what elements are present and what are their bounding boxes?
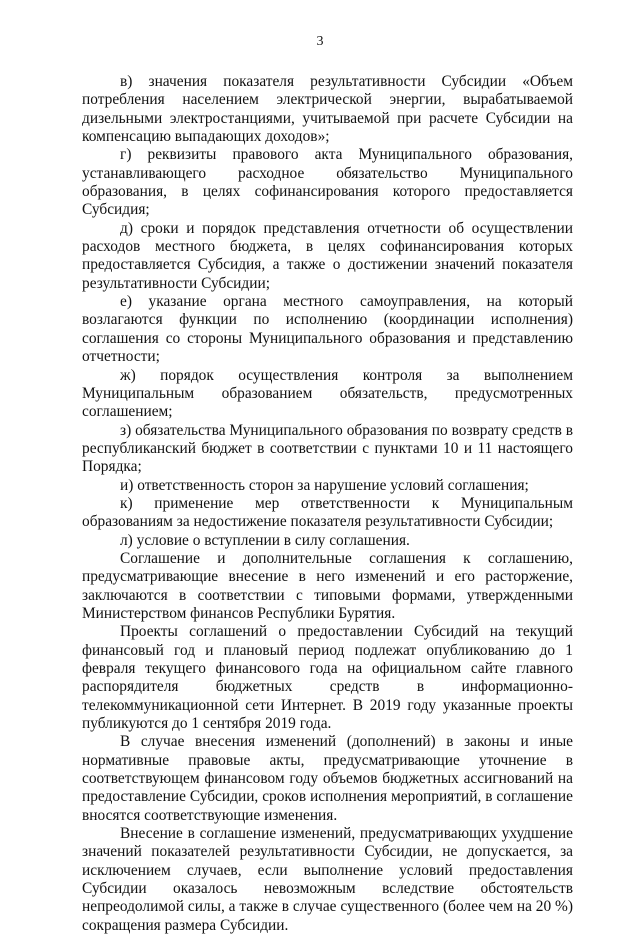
paragraph-draft-publication: Проекты соглашений о предоставлении Субсидий на текущий финансовый год и плановый период подлежат опубликованию до 1 февраля текущего финансового года на официальном сайте главного распорядителя бюджетных средств в информационно-телекоммуникационной сети Интернет. В 2019 году указанные проекты публикуются до 1 сентября 2019 года.	[82, 623, 573, 733]
paragraph-zh: ж) порядок осуществления контроля за выполнением Муниципальным образованием обязательств, предусмотренных соглашением;	[82, 366, 573, 421]
paragraph-worsening-indicators: Внесение в соглашение изменений, предусматривающих ухудшение значений показателей результативности Субсидии, не допускается, за исключением случаев, если выполнение условий предоставления Субсидии оказалось невозможным вследствие обстоятельств непреодолимой силы, а также в случае существенного (более чем на 20 %) сокращения размера Субсидии.	[82, 825, 573, 934]
paragraph-agreement-forms: Соглашение и дополнительные соглашения к соглашению, предусматривающие внесение в него изменений и его расторжение, заключаются в соответствии с типовыми формами, утвержденными Министерством финансов Республики Бурятия.	[82, 549, 573, 622]
document-body	[82, 73, 573, 935]
paragraph-z: з) обязательства Муниципального образования по возврату средств в республиканский бюджет в соответствии с пунктами 10 и 11 настоящего Порядка;	[82, 421, 573, 476]
paragraph-d: д) сроки и порядок представления отчетности об осуществлении расходов местного бюджета, в целях софинансирования которых предоставляется Субсидия, а также о достижении значений показателя результативности Субсидии;	[82, 219, 573, 292]
paragraph-l: л) условие о вступлении в силу соглашения.	[120, 531, 410, 549]
paragraph-e: е) указание органа местного самоуправления, на который возлагаются функции по исполнению (координации исполнения) соглашения со стороны Муниципального образования и представлению отчетности;	[82, 293, 573, 366]
paragraph-k: к) применение мер ответственности к Муниципальным образованиям за недостижение показателя результативности Субсидии;	[82, 494, 573, 531]
paragraph-g: г) реквизиты правового акта Муниципального образования, устанавливающего расходное обязательство Муниципального образования, в целях софинансирования которого предоставляется Субсидия;	[82, 146, 573, 219]
paragraph-i: и) ответственность сторон за нарушение условий соглашения;	[120, 476, 529, 494]
page-number: 3	[316, 34, 324, 49]
paragraph-amendments-laws: В случае внесения изменений (дополнений) в законы и иные нормативные правовые акты, предусматривающие уточнение в соответствующем финансовом году объемов бюджетных ассигнований на предоставление Субсидии, сроков исполнения мероприятий, в соглашение вносятся соответствующие изменения.	[82, 733, 573, 824]
paragraph-v: в) значения показателя результативности Субсидии «Объем потребления населением электрической энергии, вырабатываемой дизельными электростанциями, учитываемой при расчете Субсидии на компенсацию выпадающих доходов»;	[82, 73, 573, 146]
